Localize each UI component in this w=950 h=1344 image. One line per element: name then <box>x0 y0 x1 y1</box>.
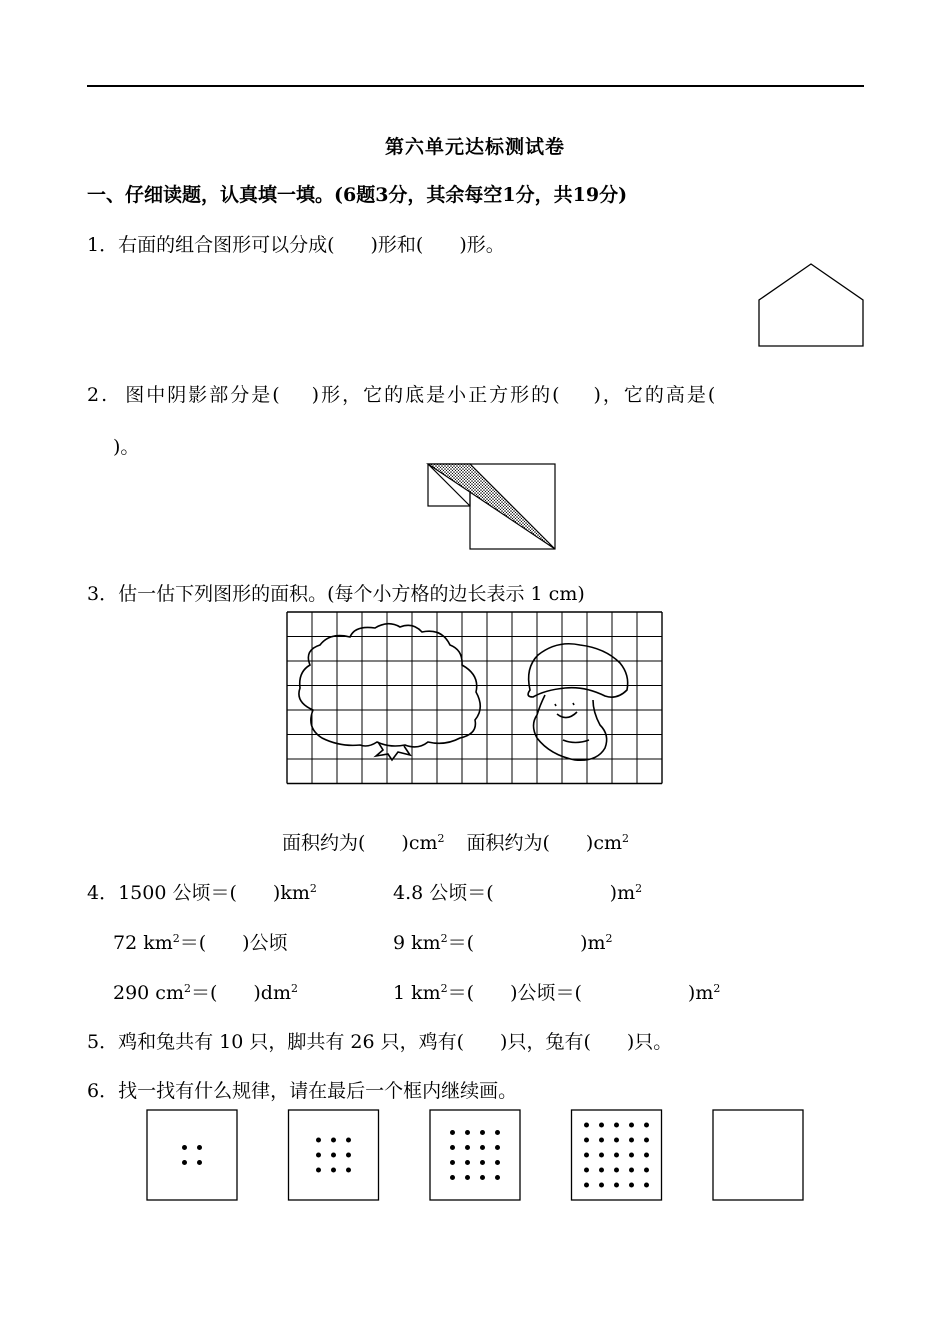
dot <box>480 1145 485 1150</box>
dot <box>629 1138 634 1143</box>
question-2: 2. 图中阴影部分是( )形，它的底是小正方形的( )，它的高是( <box>87 384 718 406</box>
question-2-line2: )。 <box>113 436 140 458</box>
dot <box>584 1183 589 1188</box>
question-number: 3． <box>87 583 119 605</box>
question-number: 4． <box>87 882 119 904</box>
dot <box>331 1138 336 1143</box>
question-5: 5．鸡和兔共有 10 只，脚共有 26 只，鸡有( )只，兔有( )只。 <box>87 1031 673 1053</box>
dot <box>316 1153 321 1158</box>
question-3-answers: 面积约为( )$cm^2$ 面积约为( )$cm^2$ <box>282 832 629 854</box>
dot <box>450 1175 455 1180</box>
dot <box>450 1130 455 1135</box>
house-shape-figure <box>750 258 870 353</box>
question-6: 6．找一找有什么规律，请在最后一个框内继续画。 <box>87 1080 518 1102</box>
dot <box>599 1123 604 1128</box>
dot <box>316 1168 321 1173</box>
dot-box <box>147 1110 237 1200</box>
dot <box>197 1160 202 1165</box>
dot <box>495 1145 500 1150</box>
dot <box>182 1145 187 1150</box>
dot <box>197 1145 202 1150</box>
dot <box>480 1160 485 1165</box>
dot <box>599 1168 604 1173</box>
dot <box>465 1145 470 1150</box>
dot <box>465 1130 470 1135</box>
dot <box>614 1183 619 1188</box>
question-3: 3．估一估下列图形的面积。(每个小方格的边长表示 1 cm) <box>87 583 585 605</box>
dot <box>614 1153 619 1158</box>
dot <box>599 1183 604 1188</box>
question-4-row-3a: 290 $cm^2=$( )$dm^2$ <box>113 982 298 1004</box>
dot <box>644 1183 649 1188</box>
top-rule <box>87 85 864 87</box>
dot <box>614 1123 619 1128</box>
estimation-grid <box>280 605 670 795</box>
dot <box>629 1168 634 1173</box>
dot <box>346 1168 351 1173</box>
dot <box>331 1168 336 1173</box>
question-number: 5． <box>87 1031 119 1053</box>
dot <box>465 1175 470 1180</box>
dot <box>584 1123 589 1128</box>
section-heading: 一、仔细读题，认真填一填。(6题3分，其余每空1分，共19分) <box>87 184 628 206</box>
shaded-triangle-figure <box>420 456 565 558</box>
dot <box>182 1160 187 1165</box>
page-title: 第六单元达标测试卷 <box>384 136 565 158</box>
dot <box>495 1160 500 1165</box>
dot <box>644 1138 649 1143</box>
dot <box>331 1153 336 1158</box>
dot <box>629 1183 634 1188</box>
dot <box>584 1138 589 1143</box>
dot <box>599 1138 604 1143</box>
question-number: 1． <box>87 234 119 256</box>
dot-box <box>430 1110 520 1200</box>
dot <box>450 1160 455 1165</box>
dot <box>346 1153 351 1158</box>
dot <box>614 1138 619 1143</box>
mushroom-cap <box>528 644 628 697</box>
dot-box[interactable] <box>713 1110 803 1200</box>
question-1: 1．右面的组合图形可以分成( )形和( )形。 <box>87 234 505 256</box>
question-number: 6． <box>87 1080 119 1102</box>
dot <box>599 1153 604 1158</box>
question-4-row-3b: 1 $km^2=$( )公顷＝( )$m^2$ <box>393 982 721 1004</box>
dot <box>584 1168 589 1173</box>
dot <box>465 1160 470 1165</box>
question-4-row-1b: 4.8 公顷＝( )$m^2$ <box>393 882 643 904</box>
dot <box>629 1153 634 1158</box>
dot <box>495 1130 500 1135</box>
dot <box>450 1145 455 1150</box>
dot <box>644 1168 649 1173</box>
dot <box>480 1130 485 1135</box>
dot <box>644 1153 649 1158</box>
dot <box>629 1123 634 1128</box>
mushroom-stem <box>534 695 607 760</box>
dot <box>316 1138 321 1143</box>
dot <box>614 1168 619 1173</box>
dot <box>346 1138 351 1143</box>
question-number: 2. <box>87 384 110 406</box>
question-4-row-2b: 9 $km^2=$( )$m^2$ <box>393 932 613 954</box>
question-4-row-2a: 72 $km^2=$( )公顷 <box>113 932 288 954</box>
dot-pattern-boxes <box>140 1104 810 1206</box>
dot <box>480 1175 485 1180</box>
mushroom-face <box>555 703 589 743</box>
question-4-row-1a: 4．1500 公顷＝( )$km^2$ <box>87 882 317 904</box>
dot <box>584 1153 589 1158</box>
dot <box>495 1175 500 1180</box>
dot <box>644 1123 649 1128</box>
